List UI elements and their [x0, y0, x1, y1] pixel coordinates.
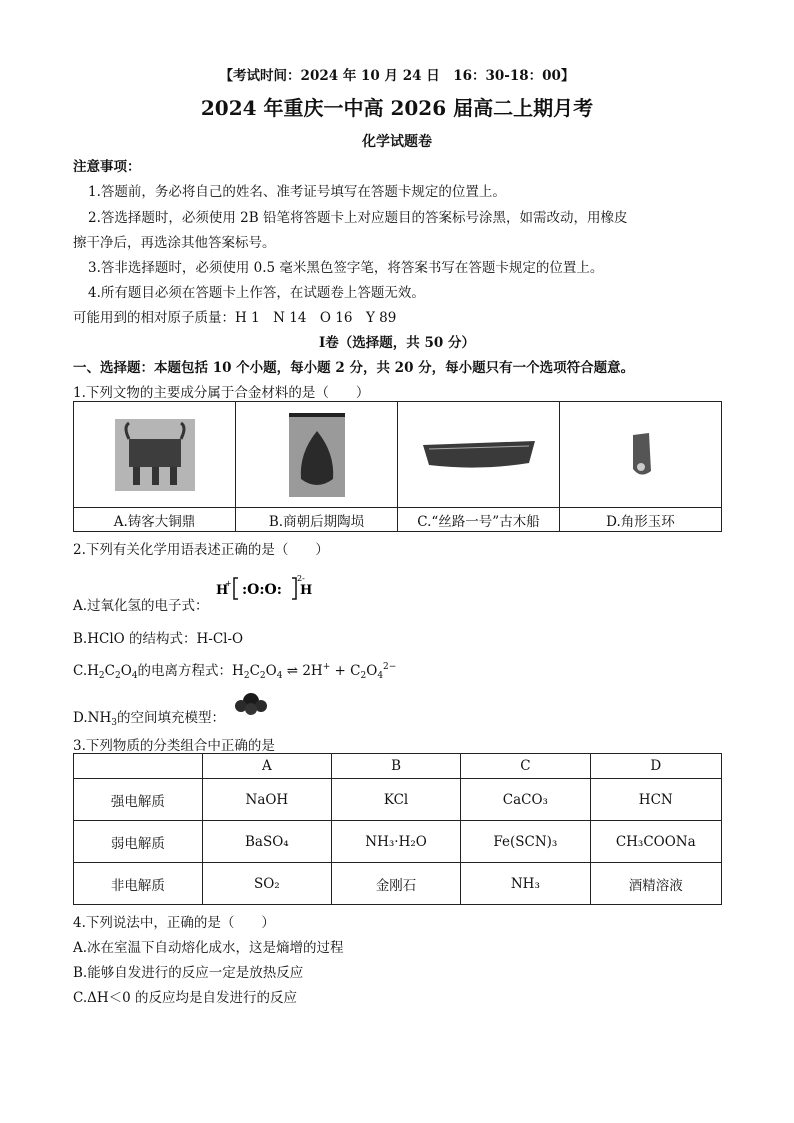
nh3-space-filling-model [233, 691, 269, 715]
q2-option-c: $C.H_2C_2O_4$的电离方程式：$H_2C_2O_4$ ⇌ $2H^+ + C_2O_4^{2-}$ [73, 662, 397, 681]
svg-text:2-: 2- [297, 574, 305, 583]
table-header-cell: A [202, 754, 331, 779]
table-cell: NH₃·H₂O [331, 821, 460, 863]
notice-heading: 注意事项： [73, 159, 141, 175]
table-row [74, 821, 722, 863]
table-cell: NH₃ [461, 863, 590, 905]
q4-option-c: C.ΔH＜0 的反应均是自发进行的反应 [73, 990, 298, 1006]
notice-item: 2.答选择题时，必须使用 2B 铅笔将答题卡上对应题目的答案标号涂黑，如需改动，用橡皮 [88, 210, 628, 226]
svg-text:H: H [216, 583, 229, 598]
table-header-cell: B [331, 754, 460, 779]
row-label: 强电解质 [74, 779, 203, 821]
svg-text:H: H [300, 583, 312, 598]
table-cell: BaSO₄ [202, 821, 331, 863]
table-cell: CaCO₃ [461, 779, 590, 821]
table-header-cell [74, 754, 203, 779]
q4-option-a: A.冰在室温下自动熔化成水，这是熵增的过程 [73, 940, 344, 956]
h2o2-electron-formula [216, 573, 312, 603]
q1-option-c: C.“丝路一号”古木船 [398, 508, 560, 532]
q1-option-d: D.角形玉环 [560, 508, 722, 532]
q4-stem: 4.下列说法中，正确的是（ ） [73, 915, 275, 931]
table-cell: CH₃COONa [590, 821, 721, 863]
table-header-cell: C [461, 754, 590, 779]
bronze-ding-image [115, 419, 195, 491]
table-cell: SO₂ [202, 863, 331, 905]
q1-option-a: A.铸客大铜鼎 [74, 508, 236, 532]
table-cell: 金刚石 [331, 863, 460, 905]
row-label: 弱电解质 [74, 821, 203, 863]
table-cell: HCN [590, 779, 721, 821]
q2-option-b: B.HClO 的结构式：H-Cl-O [73, 631, 244, 647]
notice-item: 擦干净后，再选涂其他答案标号。 [73, 235, 276, 251]
q3-classification-table [73, 753, 722, 905]
svg-text::O:O:: :O:O: [242, 582, 282, 598]
notice-item: 3.答非选择题时，必须使用 0.5 毫米黑色签字笔，将答案书写在答题卡规定的位置上。 [88, 260, 604, 276]
q4-option-b: B.能够自发进行的反应一定是放热反应 [73, 965, 304, 981]
jade-ring-image [627, 431, 655, 479]
wooden-boat-image [419, 437, 539, 473]
atomic-mass: 可能用到的相对原子质量：H 1 N 14 O 16 Y 89 [73, 310, 397, 326]
exam-time: 【考试时间：2024 年 10 月 24 日 16：30-18：00】 [219, 68, 575, 84]
table-cell: 酒精溶液 [590, 863, 721, 905]
svg-text:+: + [225, 579, 232, 588]
table-cell: NaOH [202, 779, 331, 821]
q1-option-b: B.商朝后期陶埙 [236, 508, 398, 532]
table-row [74, 863, 722, 905]
row-label: 非电解质 [74, 863, 203, 905]
section-title: Ⅰ卷（选择题，共 50 分） [318, 335, 475, 351]
q3-stem: 3.下列物质的分类组合中正确的是 [73, 738, 275, 754]
part-one-instructions: 一、选择题：本题包括 10 个小题，每小题 2 分，共 20 分，每小题只有一个选项符合题意。 [73, 360, 635, 376]
notice-item: 4.所有题目必须在答题卡上作答，在试题卷上答题无效。 [88, 285, 425, 301]
notice-item: 1.答题前，务必将自己的姓名、准考证号填写在答题卡规定的位置上。 [88, 184, 506, 200]
exam-title: 2024 年重庆一中高 2026 届高二上期月考 [200, 96, 594, 120]
q1-stem: 1.下列文物的主要成分属于合金材料的是（ ） [73, 385, 370, 401]
table-cell: Fe(SCN)₃ [461, 821, 590, 863]
q1-options-table [73, 401, 722, 532]
exam-subtitle: 化学试题卷 [362, 134, 432, 150]
q2-option-a: A.过氧化氢的电子式： [73, 598, 209, 614]
table-row [74, 779, 722, 821]
table-cell: KCl [331, 779, 460, 821]
q2-stem: 2.下列有关化学用语表述正确的是（ ） [73, 542, 329, 558]
table-header-cell: D [590, 754, 721, 779]
pottery-xun-image [289, 413, 345, 497]
q2-option-d: $D.NH_3$的空间填充模型： [73, 710, 225, 728]
